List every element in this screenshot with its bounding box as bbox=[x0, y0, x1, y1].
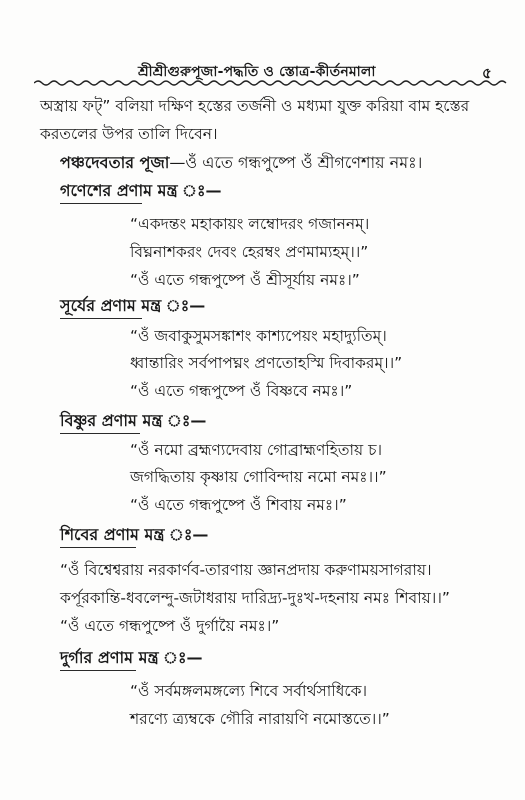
verse-line: “ওঁ সর্বমঙ্গলমঙ্গল্যে শিবে সর্বার্থসাধিকে। bbox=[130, 682, 368, 700]
verse-line: ধ্বান্তারিং সর্বপাপঘ্নং প্রণতোহস্মি দিবাকরম্‌।।” bbox=[130, 354, 403, 372]
section-heading-ganesh: গণেশের প্রণাম মন্ত্র ঃ— bbox=[60, 181, 222, 200]
verse-line: “ওঁ এতে গন্ধপুষ্পে ওঁ দুর্গায়ৈ নমঃ।” bbox=[60, 617, 280, 635]
section-heading-durga: দুর্গার প্রণাম মন্ত্র ঃ— bbox=[60, 648, 203, 667]
panchadevata-text: —ওঁ এতে গন্ধপুষ্পে ওঁ শ্রীগণেশায় নমঃ। bbox=[169, 153, 423, 172]
verse-line: “ওঁ এতে গন্ধপুষ্পে ওঁ শিবায় নমঃ।” bbox=[130, 496, 347, 514]
page-number: ৫ bbox=[482, 64, 492, 82]
verse-line: শরণ্যে ত্র্যম্বকে গৌরি নারায়ণি নমোস্ততে।।” bbox=[130, 710, 390, 728]
verse-line: বিঘ্ননাশকরং দেবং হেরম্বং প্রণমাম্যহম্‌।।” bbox=[130, 243, 369, 261]
heading-underline bbox=[60, 203, 142, 204]
section-heading-vishnu: বিষ্ণুর প্রণাম মন্ত্র ঃ— bbox=[60, 411, 207, 430]
panchadevata-line bbox=[60, 153, 422, 173]
verse-line: “ওঁ বিশ্বেশ্বরায় নরকার্ণব-তারণায় জ্ঞানপ্রদায় করুণাময়সাগরায়। bbox=[60, 561, 432, 579]
section-heading-shiva: শিবের প্রণাম মন্ত্র ঃ— bbox=[60, 525, 209, 544]
heading-underline bbox=[60, 547, 136, 548]
decorative-wavy-rule bbox=[34, 78, 509, 88]
heading-underline bbox=[60, 433, 140, 434]
verse-line: “ওঁ এতে গন্ধপুষ্পে ওঁ বিষ্ণবে নমঃ।” bbox=[130, 382, 353, 400]
verse-line: “ওঁ এতে গন্ধপুষ্পে ওঁ শ্রীসূর্যায় নমঃ।” bbox=[130, 271, 360, 289]
panchadevata-heading: পঞ্চদেবতার পূজা bbox=[60, 153, 170, 172]
verse-line: জগদ্ধিতায় কৃষ্ণায় গোবিন্দায় নমো নমঃ।।” bbox=[130, 468, 387, 486]
heading-underline bbox=[60, 670, 136, 671]
verse-line: “ওঁ জবাকুসুমসঙ্কাশং কাশ্যপেয়ং মহাদ্যুতিম্‌। bbox=[130, 327, 387, 345]
verse-line: কর্পূরকান্তি-ধবলেন্দু-জটাধরায় দারিদ্র্য-দুঃখ-দহনায় নমঃ শিবায়।।” bbox=[60, 589, 450, 607]
intro-line-2: করতলের উপর তালি দিবেন। bbox=[40, 125, 218, 143]
verse-line: “ওঁ নমো ব্রহ্মণ্যদেবায় গোব্রাহ্মণহিতায় চ। bbox=[130, 441, 383, 459]
verse-line: “একদন্তং মহাকায়ং লম্বোদরং গজাননম্‌। bbox=[130, 215, 370, 233]
running-header: শ্রীশ্রীগুরুপূজা-পদ্ধতি ও স্তোত্র-কীর্তনমালা bbox=[138, 64, 376, 80]
intro-line-1: অস্ত্রায় ফট্‌” বলিয়া দক্ষিণ হস্তের তর্জনী ও মধ্যমা যুক্ত করিয়া বাম হস্তের bbox=[40, 97, 470, 115]
section-heading-surya: সূর্যের প্রণাম মন্ত্র ঃ— bbox=[60, 296, 206, 315]
heading-underline bbox=[60, 318, 142, 319]
